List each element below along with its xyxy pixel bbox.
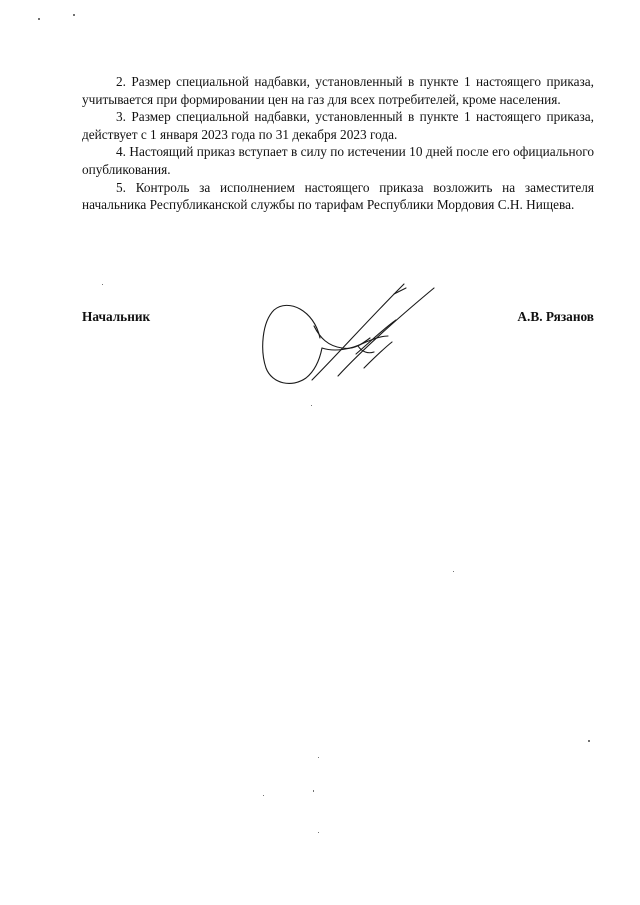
paragraph-4: 4. Настоящий приказ вступает в силу по истечении 10 дней после его официального опубликования. bbox=[82, 144, 594, 177]
document-body bbox=[82, 73, 594, 214]
paragraph-5: 5. Контроль за исполнением настоящего приказа возложить на заместителя начальника Республиканской службы по тарифам Республики Мордовия С.Н. Нищева. bbox=[82, 179, 594, 213]
scan-speck bbox=[102, 284, 103, 285]
scan-speck bbox=[318, 832, 319, 833]
scan-speck bbox=[311, 405, 312, 406]
handwritten-signature-icon bbox=[258, 280, 448, 390]
scan-speck bbox=[263, 795, 264, 796]
scan-speck bbox=[38, 18, 40, 20]
scan-speck bbox=[453, 571, 454, 572]
position-label: Начальник bbox=[82, 309, 151, 324]
paragraph-2: 2. Размер специальной надбавки, установленный в пункте 1 настоящего приказа, учитывается при формировании цен на газ для всех потребителей, кроме населения. bbox=[82, 74, 594, 107]
scan-speck bbox=[318, 757, 319, 758]
scan-speck bbox=[588, 740, 590, 742]
scan-speck bbox=[313, 790, 314, 792]
paragraph-3: 3. Размер специальной надбавки, установленный в пункте 1 настоящего приказа, действует с 1 января 2023 года по 31 декабря 2023 года. bbox=[82, 109, 594, 142]
signatory-name: А.В. Рязанов bbox=[517, 309, 594, 324]
scan-speck bbox=[73, 14, 75, 16]
